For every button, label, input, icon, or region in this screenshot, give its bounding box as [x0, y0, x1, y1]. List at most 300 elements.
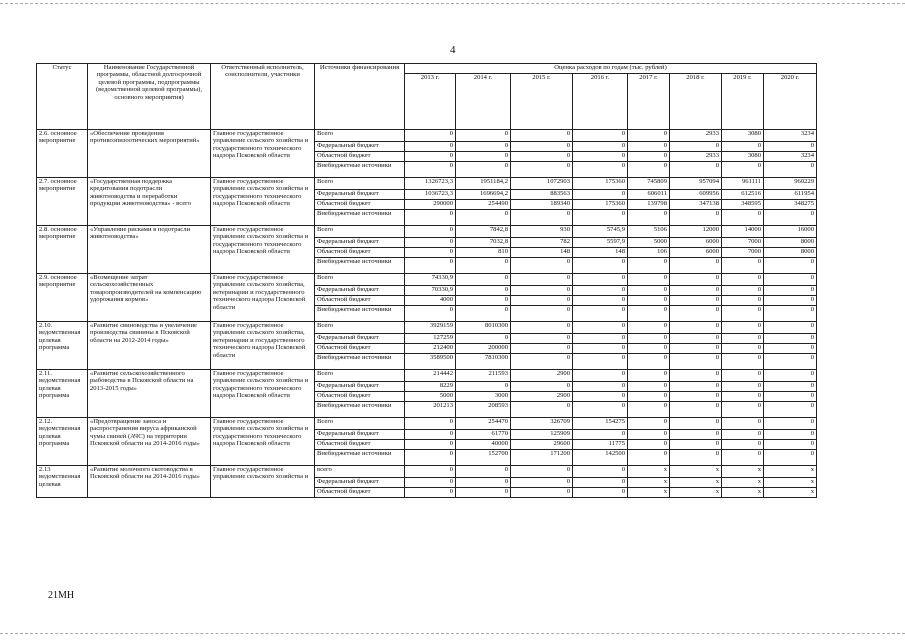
- value-cell: 0: [722, 274, 764, 286]
- value-cell: 0: [764, 210, 817, 226]
- value-cell: 0: [573, 190, 628, 200]
- value-cell: 0: [764, 344, 817, 354]
- value-cell: 0: [511, 402, 573, 418]
- value-cell: 810: [456, 248, 511, 258]
- source-cell: Всего: [315, 178, 405, 190]
- value-cell: 0: [628, 440, 670, 450]
- value-cell: 0: [670, 274, 722, 286]
- value-cell: 40000: [456, 440, 511, 450]
- value-cell: 3589500: [405, 354, 456, 370]
- value-cell: 0: [670, 354, 722, 370]
- value-cell: 0: [573, 130, 628, 142]
- year-header: 2019 г.: [722, 74, 764, 130]
- value-cell: 0: [405, 248, 456, 258]
- value-cell: 0: [573, 296, 628, 306]
- value-cell: 0: [628, 382, 670, 392]
- value-cell: 5000: [405, 392, 456, 402]
- value-cell: 0: [511, 382, 573, 392]
- value-cell: 611954: [764, 190, 817, 200]
- value-cell: x: [670, 466, 722, 478]
- value-cell: 212400: [405, 344, 456, 354]
- value-cell: x: [628, 488, 670, 498]
- program-cell: «Развитие сельскохозяйственного рыбоводства в Псковской области на 2013-2015 годы»: [88, 370, 211, 418]
- value-cell: 612516: [722, 190, 764, 200]
- value-cell: 0: [511, 162, 573, 178]
- value-cell: 2933: [670, 130, 722, 142]
- value-cell: 0: [670, 322, 722, 334]
- value-cell: 7810300: [456, 354, 511, 370]
- source-cell: Федеральный бюджет: [315, 286, 405, 296]
- value-cell: 0: [722, 418, 764, 430]
- value-cell: 0: [573, 322, 628, 334]
- value-cell: 70330,9: [405, 286, 456, 296]
- sources-header: Источники финансирования: [315, 64, 405, 130]
- value-cell: 214442: [405, 370, 456, 382]
- document-code: 21МН: [48, 590, 75, 601]
- value-cell: 0: [722, 402, 764, 418]
- value-cell: 0: [511, 296, 573, 306]
- value-cell: 0: [670, 142, 722, 152]
- value-cell: 175360: [573, 200, 628, 210]
- status-cell: 2.12. ведомственная целевая программа: [37, 418, 88, 466]
- value-cell: 7032,8: [456, 238, 511, 248]
- value-cell: 0: [764, 334, 817, 344]
- value-cell: 0: [511, 344, 573, 354]
- value-cell: 957094: [670, 178, 722, 190]
- value-cell: 0: [405, 162, 456, 178]
- table-row: [37, 274, 817, 286]
- value-cell: 8000: [764, 238, 817, 248]
- value-cell: 8000: [764, 248, 817, 258]
- value-cell: 348275: [764, 200, 817, 210]
- source-cell: Федеральный бюджет: [315, 190, 405, 200]
- table-row: [37, 226, 817, 238]
- value-cell: 0: [628, 152, 670, 162]
- value-cell: 0: [456, 130, 511, 142]
- program-cell: «Обеспечение проведения противоэпизоотических мероприятий»: [88, 130, 211, 178]
- status-cell: 2.8. основное мероприятие: [37, 226, 88, 274]
- value-cell: 0: [573, 402, 628, 418]
- source-cell: Внебюджетные источники: [315, 354, 405, 370]
- value-cell: 0: [764, 418, 817, 430]
- value-cell: 7000: [722, 248, 764, 258]
- table-row: [37, 178, 817, 190]
- value-cell: 3234: [764, 152, 817, 162]
- value-cell: 0: [628, 392, 670, 402]
- value-cell: 961111: [722, 178, 764, 190]
- value-cell: 0: [456, 286, 511, 296]
- executor-cell: Главное государственное управление сельского хозяйства и государственного технического надзора Псковской области: [211, 370, 315, 418]
- value-cell: 148: [511, 248, 573, 258]
- value-cell: 254470: [456, 418, 511, 430]
- value-cell: x: [722, 478, 764, 488]
- status-cell: 2.13 ведомственная целевая: [37, 466, 88, 498]
- program-cell: «Предотвращение заноса и распространения вируса африканской чумы свиней (АЧС) на территории Псковской области на 2014-2016 годы»: [88, 418, 211, 466]
- source-cell: Федеральный бюджет: [315, 382, 405, 392]
- value-cell: 0: [670, 286, 722, 296]
- status-cell: 2.11. ведомственная целевая программа: [37, 370, 88, 418]
- value-cell: 0: [456, 258, 511, 274]
- value-cell: 61770: [456, 430, 511, 440]
- source-cell: всего: [315, 466, 405, 478]
- value-cell: 1326723,3: [405, 178, 456, 190]
- value-cell: x: [764, 466, 817, 478]
- value-cell: 0: [511, 210, 573, 226]
- value-cell: 0: [573, 478, 628, 488]
- value-cell: 0: [670, 450, 722, 466]
- value-cell: 0: [511, 130, 573, 142]
- scan-bottom-edge: [0, 633, 905, 634]
- value-cell: 152700: [456, 450, 511, 466]
- source-cell: Федеральный бюджет: [315, 142, 405, 152]
- value-cell: 609956: [670, 190, 722, 200]
- value-cell: 0: [573, 334, 628, 344]
- value-cell: 960229: [764, 178, 817, 190]
- value-cell: 4000: [405, 296, 456, 306]
- value-cell: 0: [628, 306, 670, 322]
- source-cell: Внебюджетные источники: [315, 402, 405, 418]
- program-header: Наименование Государственной программы, областной долгосрочной целевой программы, подпрограммы (ведомственной целевой программы), основного мероприятия): [88, 64, 211, 130]
- year-header: 2013 г.: [405, 74, 456, 130]
- value-cell: 0: [573, 306, 628, 322]
- source-cell: Внебюджетные источники: [315, 306, 405, 322]
- value-cell: 0: [628, 344, 670, 354]
- source-cell: Областной бюджет: [315, 440, 405, 450]
- value-cell: 12000: [670, 226, 722, 238]
- value-cell: 0: [405, 238, 456, 248]
- value-cell: 0: [511, 306, 573, 322]
- value-cell: 0: [511, 274, 573, 286]
- value-cell: 0: [573, 210, 628, 226]
- value-cell: 0: [628, 370, 670, 382]
- value-cell: 0: [405, 440, 456, 450]
- value-cell: 0: [722, 354, 764, 370]
- value-cell: 0: [670, 370, 722, 382]
- executor-cell: Главное государственное управление сельского хозяйства и государственного технического надзора Псковской области: [211, 130, 315, 178]
- value-cell: 0: [405, 418, 456, 430]
- value-cell: x: [722, 488, 764, 498]
- value-cell: 0: [764, 382, 817, 392]
- executor-cell: Главное государственное управление сельского хозяйства и: [211, 466, 315, 498]
- value-cell: 0: [722, 450, 764, 466]
- source-cell: Внебюджетные источники: [315, 210, 405, 226]
- source-cell: Всего: [315, 370, 405, 382]
- value-cell: 0: [628, 354, 670, 370]
- value-cell: 0: [764, 440, 817, 450]
- value-cell: 0: [405, 142, 456, 152]
- source-cell: Внебюджетные источники: [315, 162, 405, 178]
- value-cell: 0: [405, 152, 456, 162]
- value-cell: 0: [670, 440, 722, 450]
- value-cell: 16000: [764, 226, 817, 238]
- value-cell: 0: [764, 274, 817, 286]
- estimate-header: Оценка расходов по годам (тыс. рублей): [405, 64, 817, 74]
- value-cell: 0: [722, 162, 764, 178]
- value-cell: 0: [764, 392, 817, 402]
- value-cell: 3080: [722, 130, 764, 142]
- source-cell: Всего: [315, 226, 405, 238]
- source-cell: Областной бюджет: [315, 488, 405, 498]
- source-cell: Всего: [315, 274, 405, 286]
- value-cell: 0: [511, 478, 573, 488]
- value-cell: 0: [670, 334, 722, 344]
- program-cell: «Государственная поддержка кредитования подотрасли животноводства и переработки продукции животноводства» - всего: [88, 178, 211, 226]
- value-cell: 0: [722, 210, 764, 226]
- value-cell: 5745,9: [573, 226, 628, 238]
- value-cell: 0: [511, 258, 573, 274]
- value-cell: 1036723,3: [405, 190, 456, 200]
- executor-cell: Главное государственное управление сельского хозяйства и государственного технического надзора Псковской области: [211, 226, 315, 274]
- value-cell: 0: [722, 286, 764, 296]
- value-cell: 883563: [511, 190, 573, 200]
- value-cell: 0: [456, 274, 511, 286]
- table-row: [37, 466, 817, 478]
- value-cell: 5000: [628, 238, 670, 248]
- value-cell: 0: [670, 296, 722, 306]
- value-cell: 0: [764, 430, 817, 440]
- source-cell: Областной бюджет: [315, 248, 405, 258]
- value-cell: 0: [628, 402, 670, 418]
- value-cell: 0: [511, 334, 573, 344]
- value-cell: 3234: [764, 130, 817, 142]
- value-cell: 0: [511, 322, 573, 334]
- value-cell: 0: [456, 162, 511, 178]
- value-cell: 0: [405, 258, 456, 274]
- value-cell: 606011: [628, 190, 670, 200]
- value-cell: 0: [511, 466, 573, 478]
- value-cell: 0: [670, 430, 722, 440]
- value-cell: 0: [670, 344, 722, 354]
- value-cell: 0: [573, 382, 628, 392]
- value-cell: 6000: [670, 248, 722, 258]
- value-cell: 3929159: [405, 322, 456, 334]
- value-cell: 0: [722, 306, 764, 322]
- status-cell: 2.10. ведомственная целевая программа: [37, 322, 88, 370]
- executor-cell: Главное государственное управление сельского хозяйства, ветеринарии и государственного технического надзора Псковской области: [211, 322, 315, 370]
- value-cell: x: [628, 466, 670, 478]
- value-cell: 0: [456, 382, 511, 392]
- executor-cell: Главное государственное управление сельского хозяйства и государственного технического надзора Псковской области: [211, 418, 315, 466]
- value-cell: 201213: [405, 402, 456, 418]
- source-cell: Внебюджетные источники: [315, 258, 405, 274]
- value-cell: 0: [670, 258, 722, 274]
- value-cell: 0: [628, 334, 670, 344]
- value-cell: 139798: [628, 200, 670, 210]
- year-header: 2018 г.: [670, 74, 722, 130]
- value-cell: 0: [628, 142, 670, 152]
- value-cell: 125909: [511, 430, 573, 440]
- value-cell: 0: [764, 258, 817, 274]
- year-header: 2015 г.: [511, 74, 573, 130]
- value-cell: 0: [764, 142, 817, 152]
- value-cell: 148: [573, 248, 628, 258]
- value-cell: 0: [456, 478, 511, 488]
- value-cell: 0: [764, 306, 817, 322]
- value-cell: 5597,9: [573, 238, 628, 248]
- value-cell: 29600: [511, 440, 573, 450]
- value-cell: 0: [722, 440, 764, 450]
- value-cell: 2933: [670, 152, 722, 162]
- value-cell: 0: [722, 430, 764, 440]
- value-cell: 0: [722, 142, 764, 152]
- program-cell: «Возмещение затрат сельскохозяйственных товаропроизводителей на компенсацию удорожания кормов»: [88, 274, 211, 322]
- source-cell: Областной бюджет: [315, 200, 405, 210]
- source-cell: Областной бюджет: [315, 152, 405, 162]
- value-cell: 0: [670, 392, 722, 402]
- value-cell: 0: [573, 286, 628, 296]
- budget-table: [36, 63, 817, 498]
- value-cell: 0: [573, 258, 628, 274]
- value-cell: 0: [670, 306, 722, 322]
- value-cell: 0: [456, 296, 511, 306]
- value-cell: 0: [764, 286, 817, 296]
- source-cell: Внебюджетные источники: [315, 450, 405, 466]
- value-cell: 0: [722, 344, 764, 354]
- value-cell: 175360: [573, 178, 628, 190]
- value-cell: 290000: [405, 200, 456, 210]
- value-cell: 8229: [405, 382, 456, 392]
- year-header: 2016 г.: [573, 74, 628, 130]
- source-cell: Областной бюджет: [315, 392, 405, 402]
- status-cell: 2.7. основное мероприятие: [37, 178, 88, 226]
- value-cell: 200000: [456, 344, 511, 354]
- value-cell: 0: [456, 466, 511, 478]
- value-cell: x: [722, 466, 764, 478]
- source-cell: Областной бюджет: [315, 296, 405, 306]
- source-cell: Областной бюджет: [315, 344, 405, 354]
- value-cell: 189340: [511, 200, 573, 210]
- program-cell: «Развитие свиноводства и увеличение производства свинины в Псковской области на 2012-2014 годы»: [88, 322, 211, 370]
- table-row: [37, 418, 817, 430]
- year-header: 2020 г.: [764, 74, 817, 130]
- value-cell: 127259: [405, 334, 456, 344]
- value-cell: 0: [456, 334, 511, 344]
- value-cell: 782: [511, 238, 573, 248]
- value-cell: 3080: [722, 152, 764, 162]
- value-cell: 6000: [670, 238, 722, 248]
- scan-top-edge: [0, 3, 905, 4]
- value-cell: 0: [456, 306, 511, 322]
- value-cell: 0: [405, 130, 456, 142]
- page-number: 4: [450, 44, 456, 56]
- value-cell: 0: [764, 354, 817, 370]
- value-cell: 0: [722, 392, 764, 402]
- value-cell: 0: [573, 344, 628, 354]
- value-cell: 0: [456, 142, 511, 152]
- value-cell: 0: [628, 450, 670, 466]
- value-cell: 106: [628, 248, 670, 258]
- value-cell: x: [764, 488, 817, 498]
- value-cell: 0: [628, 418, 670, 430]
- value-cell: 0: [405, 478, 456, 488]
- value-cell: 74330,9: [405, 274, 456, 286]
- value-cell: 0: [573, 488, 628, 498]
- value-cell: 211593: [456, 370, 511, 382]
- value-cell: 8010300: [456, 322, 511, 334]
- value-cell: 171200: [511, 450, 573, 466]
- value-cell: 0: [573, 354, 628, 370]
- value-cell: x: [670, 478, 722, 488]
- year-header: 2017 г.: [628, 74, 670, 130]
- value-cell: 0: [511, 354, 573, 370]
- status-cell: 2.6. основное мероприятие: [37, 130, 88, 178]
- source-cell: Всего: [315, 418, 405, 430]
- status-header: Статус: [37, 64, 88, 130]
- value-cell: 347138: [670, 200, 722, 210]
- source-cell: Федеральный бюджет: [315, 238, 405, 248]
- executor-header: Ответственный исполнитель, соисполнители, участники: [211, 64, 315, 130]
- value-cell: 2900: [511, 370, 573, 382]
- value-cell: 0: [573, 152, 628, 162]
- value-cell: 0: [405, 450, 456, 466]
- value-cell: 0: [405, 306, 456, 322]
- value-cell: 208593: [456, 402, 511, 418]
- value-cell: 0: [456, 152, 511, 162]
- value-cell: 0: [764, 162, 817, 178]
- value-cell: 1072903: [511, 178, 573, 190]
- value-cell: 0: [573, 142, 628, 152]
- value-cell: 0: [405, 210, 456, 226]
- value-cell: 0: [628, 430, 670, 440]
- value-cell: 0: [670, 418, 722, 430]
- value-cell: 0: [511, 286, 573, 296]
- value-cell: 0: [722, 370, 764, 382]
- value-cell: 0: [764, 402, 817, 418]
- value-cell: 0: [764, 322, 817, 334]
- value-cell: 0: [764, 450, 817, 466]
- status-cell: 2.9. основное мероприятие: [37, 274, 88, 322]
- value-cell: 930: [511, 226, 573, 238]
- year-header: 2014 г.: [456, 74, 511, 130]
- value-cell: 0: [764, 296, 817, 306]
- value-cell: x: [670, 488, 722, 498]
- table-row: [37, 130, 817, 142]
- value-cell: 0: [722, 258, 764, 274]
- value-cell: 0: [628, 322, 670, 334]
- value-cell: 14000: [722, 226, 764, 238]
- value-cell: 0: [511, 488, 573, 498]
- value-cell: 254490: [456, 200, 511, 210]
- value-cell: 326709: [511, 418, 573, 430]
- table-row: [37, 322, 817, 334]
- value-cell: 0: [405, 430, 456, 440]
- value-cell: 0: [511, 142, 573, 152]
- value-cell: 1951184,2: [456, 178, 511, 190]
- value-cell: 0: [405, 226, 456, 238]
- value-cell: 2900: [511, 392, 573, 402]
- value-cell: 0: [628, 258, 670, 274]
- value-cell: 0: [628, 286, 670, 296]
- value-cell: 3000: [456, 392, 511, 402]
- executor-cell: Главное государственное управление сельского хозяйства и государственного технического надзора Псковской области: [211, 178, 315, 226]
- executor-cell: Главное государственное управление сельского хозяйства, ветеринарии и государственного технического надзора Псковской области: [211, 274, 315, 322]
- value-cell: x: [764, 478, 817, 488]
- value-cell: 0: [573, 274, 628, 286]
- source-cell: Федеральный бюджет: [315, 430, 405, 440]
- value-cell: 0: [573, 370, 628, 382]
- value-cell: 348595: [722, 200, 764, 210]
- program-cell: «Управление рисками в подотрасли животноводства»: [88, 226, 211, 274]
- value-cell: 0: [628, 296, 670, 306]
- value-cell: 745809: [628, 178, 670, 190]
- value-cell: 0: [670, 210, 722, 226]
- value-cell: 7842,8: [456, 226, 511, 238]
- source-cell: Всего: [315, 322, 405, 334]
- value-cell: x: [628, 478, 670, 488]
- value-cell: 7000: [722, 238, 764, 248]
- value-cell: 0: [573, 162, 628, 178]
- value-cell: 154275: [573, 418, 628, 430]
